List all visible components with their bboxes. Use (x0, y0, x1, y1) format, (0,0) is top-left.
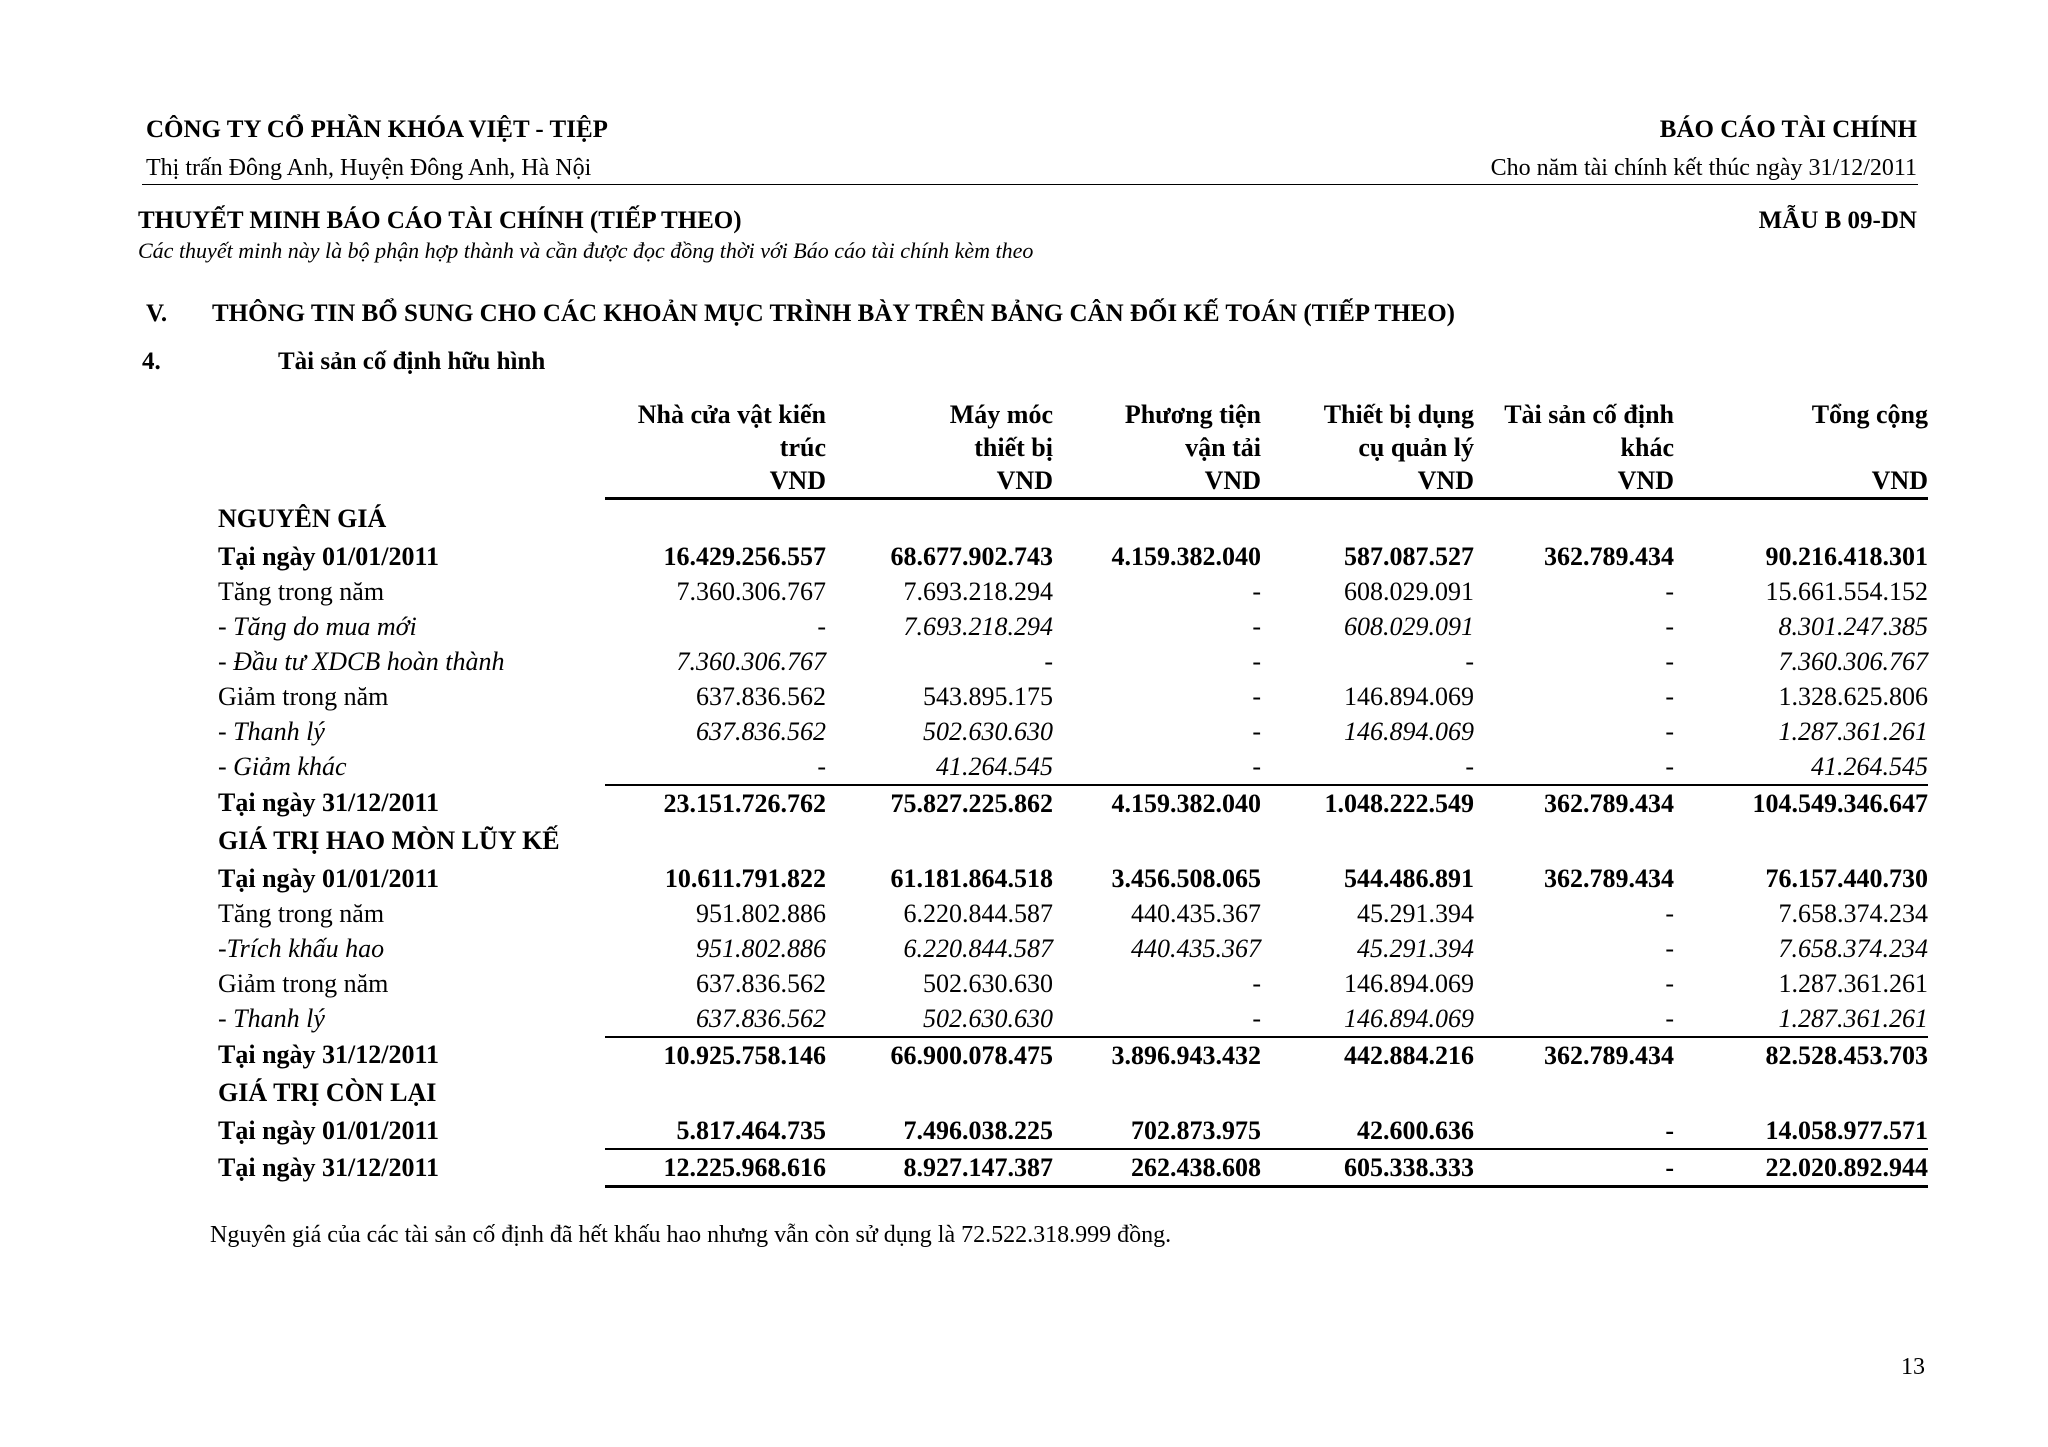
cell-value: - (1665, 716, 1674, 746)
table-row (212, 749, 1928, 785)
row-label: Tại ngày 01/01/2011 (218, 1116, 440, 1145)
cell-value (605, 499, 826, 539)
section-number: V. (146, 300, 168, 327)
cell-value: 104.549.346.647 (1674, 785, 1928, 821)
cell-value: 76.157.440.730 (1765, 863, 1928, 893)
cell-value: - (1252, 681, 1261, 711)
row-label: - Thanh lý (218, 1004, 325, 1033)
cell-value: 7.693.218.294 (903, 576, 1053, 606)
cell-value: 362.789.434 (1544, 863, 1674, 893)
cell-value: 7.658.374.234 (1778, 898, 1928, 928)
cell-value: 12.225.968.616 (605, 1149, 826, 1187)
cell-value: 8.927.147.387 (826, 1149, 1053, 1187)
section-title: THÔNG TIN BỔ SUNG CHO CÁC KHOẢN MỤC TRÌNH BÀY TRÊN BẢNG CÂN ĐỐI KẾ TOÁN (TIẾP THEO) (212, 300, 1456, 327)
cell-value: 440.435.367 (1131, 933, 1261, 963)
table-row (212, 539, 1928, 574)
cell-value (1474, 821, 1674, 861)
cell-value: 7.693.218.294 (903, 611, 1053, 641)
cell-value: 10.925.758.146 (605, 1037, 826, 1073)
cell-value: 543.895.175 (923, 681, 1053, 711)
cell-value: 45.291.394 (1357, 898, 1474, 928)
subsection-title: Tài sản cố định hữu hình (278, 348, 546, 375)
cell-value: - (1665, 968, 1674, 998)
cell-value (826, 499, 1053, 539)
column-header: Thiết bị dụng cụ quản lý VND (1261, 398, 1474, 499)
row-label: Tại ngày 01/01/2011 (218, 541, 440, 571)
page-number: 13 (1901, 1354, 1925, 1380)
cell-value (1261, 821, 1474, 861)
cell-value (605, 1073, 826, 1113)
footnote: Nguyên giá của các tài sản cố định đã hết khấu hao nhưng vẫn còn sử dụng là 72.522.318.999 đồng. (210, 1222, 1172, 1248)
cell-value: 637.836.562 (696, 968, 826, 998)
cell-value: 608.029.091 (1344, 576, 1474, 606)
cell-value (1053, 499, 1261, 539)
cell-value: 5.817.464.735 (676, 1115, 826, 1145)
cell-value: 22.020.892.944 (1674, 1149, 1928, 1187)
cell-value: 68.677.902.743 (890, 541, 1053, 571)
table-row (212, 861, 1928, 896)
cell-value: 10.611.791.822 (664, 863, 826, 893)
cell-value: 75.827.225.862 (826, 785, 1053, 821)
row-label: NGUYÊN GIÁ (218, 503, 387, 533)
table-row (212, 1001, 1928, 1037)
cell-value: - (1665, 1115, 1674, 1145)
cell-value: 1.287.361.261 (1778, 968, 1928, 998)
row-label: Tại ngày 31/12/2011 (218, 788, 440, 817)
cell-value (1261, 1073, 1474, 1113)
cell-value: 362.789.434 (1544, 541, 1674, 571)
notes-title: THUYẾT MINH BÁO CÁO TÀI CHÍNH (TIẾP THEO) (138, 207, 742, 234)
cell-value: - (1665, 933, 1674, 963)
cell-value: 3.896.943.432 (1053, 1037, 1261, 1073)
table-row (212, 574, 1928, 609)
row-label: Tăng trong năm (218, 576, 385, 606)
cell-value (826, 821, 1053, 861)
subsection-number: 4. (142, 348, 161, 375)
row-label: - Tăng do mua mới (218, 611, 417, 641)
fixed-assets-table (212, 398, 1928, 1188)
cell-value: 90.216.418.301 (1765, 541, 1928, 571)
cell-value: 8.301.247.385 (1778, 611, 1928, 641)
form-code: MẪU B 09-DN (1758, 207, 1917, 234)
cell-value: 951.802.886 (696, 898, 826, 928)
cell-value (1053, 821, 1261, 861)
row-label: GIÁ TRỊ CÒN LẠI (218, 1077, 437, 1107)
cell-value: 262.438.608 (1053, 1149, 1261, 1187)
cell-value: 4.159.382.040 (1053, 785, 1261, 821)
table-row (212, 714, 1928, 749)
section-header (212, 499, 1928, 539)
cell-value: 41.264.545 (936, 751, 1053, 781)
cell-value: - (1665, 681, 1674, 711)
cell-value: 7.360.306.767 (676, 646, 826, 676)
cell-value: 1.328.625.806 (1778, 681, 1928, 711)
cell-value: 702.873.975 (1131, 1115, 1261, 1145)
cell-value (826, 1073, 1053, 1113)
table-row (212, 966, 1928, 1001)
column-header: Tổng cộng VND (1674, 398, 1928, 499)
cell-value (605, 821, 826, 861)
cell-value (1474, 1073, 1674, 1113)
cell-value: 6.220.844.587 (903, 933, 1053, 963)
cell-value: 42.600.636 (1357, 1115, 1474, 1145)
cell-value: 146.894.069 (1344, 968, 1474, 998)
cell-value: 82.528.453.703 (1674, 1037, 1928, 1073)
cell-value: - (1252, 576, 1261, 606)
table-row (212, 679, 1928, 714)
cell-value: - (1252, 716, 1261, 746)
table-header-row (212, 398, 1928, 499)
cell-value: 7.496.038.225 (903, 1115, 1053, 1145)
cell-value: 587.087.527 (1344, 541, 1474, 571)
report-title: BÁO CÁO TÀI CHÍNH (1659, 116, 1917, 143)
cell-value: - (1665, 611, 1674, 641)
table-row (212, 609, 1928, 644)
cell-value: 16.429.256.557 (663, 541, 826, 571)
cell-value: 502.630.630 (923, 1003, 1053, 1033)
cell-value: 608.029.091 (1344, 611, 1474, 641)
cell-value: - (1252, 751, 1261, 781)
cell-value: 4.159.382.040 (1111, 541, 1261, 571)
column-header: Máy móc thiết bị VND (826, 398, 1053, 499)
cell-value: - (1252, 1003, 1261, 1033)
cell-value: 1.287.361.261 (1778, 1003, 1928, 1033)
header-rule (142, 184, 1918, 185)
cell-value (1674, 1073, 1928, 1113)
cell-value: 502.630.630 (923, 968, 1053, 998)
notes-subtitle: Các thuyết minh này là bộ phận hợp thành và cần được đọc đồng thời với Báo cáo tài chính kèm theo (138, 238, 1034, 263)
section-header (212, 821, 1928, 861)
column-header: Phương tiện vận tải VND (1053, 398, 1261, 499)
cell-value: 146.894.069 (1344, 1003, 1474, 1033)
row-label: Tại ngày 31/12/2011 (218, 1152, 440, 1182)
row-label: - Thanh lý (218, 716, 325, 746)
cell-value: 6.220.844.587 (903, 898, 1053, 928)
cell-value: - (817, 611, 826, 641)
table-row (212, 1113, 1928, 1149)
section-header (212, 1073, 1928, 1113)
cell-value: - (1665, 646, 1674, 676)
cell-value: 1.048.222.549 (1261, 785, 1474, 821)
cell-value: 502.630.630 (923, 716, 1053, 746)
cell-value: 362.789.434 (1474, 785, 1674, 821)
cell-value: - (1474, 1149, 1674, 1187)
cell-value: 3.456.508.065 (1111, 863, 1261, 893)
company-name: CÔNG TY CỔ PHẦN KHÓA VIỆT - TIỆP (146, 116, 608, 143)
cell-value: 45.291.394 (1357, 933, 1474, 963)
cell-value: - (1044, 646, 1053, 676)
cell-value: 61.181.864.518 (890, 863, 1053, 893)
row-label: Tại ngày 31/12/2011 (218, 1040, 440, 1069)
cell-value: 440.435.367 (1131, 898, 1261, 928)
total-row (212, 1149, 1928, 1187)
cell-value: 362.789.434 (1474, 1037, 1674, 1073)
row-label: - Đầu tư XDCB hoàn thành (218, 646, 505, 676)
total-row (212, 1037, 1928, 1073)
cell-value: 442.884.216 (1261, 1037, 1474, 1073)
row-label: Tại ngày 01/01/2011 (218, 863, 440, 893)
cell-value: 637.836.562 (696, 1003, 826, 1033)
cell-value: 1.287.361.261 (1778, 716, 1928, 746)
row-label: -Trích khấu hao (218, 933, 385, 963)
cell-value: - (1665, 751, 1674, 781)
cell-value: 951.802.886 (696, 933, 826, 963)
cell-value: 146.894.069 (1344, 716, 1474, 746)
cell-value: 41.264.545 (1811, 751, 1928, 781)
cell-value: 637.836.562 (696, 681, 826, 711)
table-row (212, 644, 1928, 679)
cell-value: 7.360.306.767 (676, 576, 826, 606)
cell-value (1674, 499, 1928, 539)
row-label: - Giảm khác (218, 752, 347, 781)
cell-value: 15.661.554.152 (1765, 576, 1928, 606)
cell-value (1674, 821, 1928, 861)
cell-value (1053, 1073, 1261, 1113)
cell-value: 7.360.306.767 (1778, 646, 1928, 676)
report-period: Cho năm tài chính kết thúc ngày 31/12/2011 (1490, 155, 1917, 181)
table-row (212, 896, 1928, 931)
cell-value: 544.486.891 (1344, 863, 1474, 893)
cell-value: - (1665, 576, 1674, 606)
cell-value: - (1252, 611, 1261, 641)
cell-value: 23.151.726.762 (605, 785, 826, 821)
cell-value: 66.900.078.475 (826, 1037, 1053, 1073)
row-label: Tăng trong năm (218, 898, 385, 928)
cell-value: - (1252, 968, 1261, 998)
cell-value: 146.894.069 (1344, 681, 1474, 711)
company-address: Thị trấn Đông Anh, Huyện Đông Anh, Hà Nội (146, 155, 592, 181)
cell-value: 7.658.374.234 (1778, 933, 1928, 963)
column-header: Tài sản cố định khác VND (1474, 398, 1674, 499)
cell-value (1261, 499, 1474, 539)
cell-value: - (1252, 646, 1261, 676)
cell-value: - (1465, 751, 1474, 781)
cell-value: 605.338.333 (1261, 1149, 1474, 1187)
cell-value (1474, 499, 1674, 539)
cell-value: 14.058.977.571 (1765, 1115, 1928, 1145)
row-label: GIÁ TRỊ HAO MÒN LŨY KẾ (218, 825, 560, 855)
row-label: Giảm trong năm (218, 681, 389, 711)
cell-value: - (1665, 1003, 1674, 1033)
cell-value: - (1465, 646, 1474, 676)
total-row (212, 785, 1928, 821)
cell-value: - (1665, 898, 1674, 928)
cell-value: 637.836.562 (696, 716, 826, 746)
cell-value: - (817, 751, 826, 781)
column-header: Nhà cửa vật kiến trúc VND (605, 398, 826, 499)
table-row (212, 931, 1928, 966)
row-label: Giảm trong năm (218, 968, 389, 998)
